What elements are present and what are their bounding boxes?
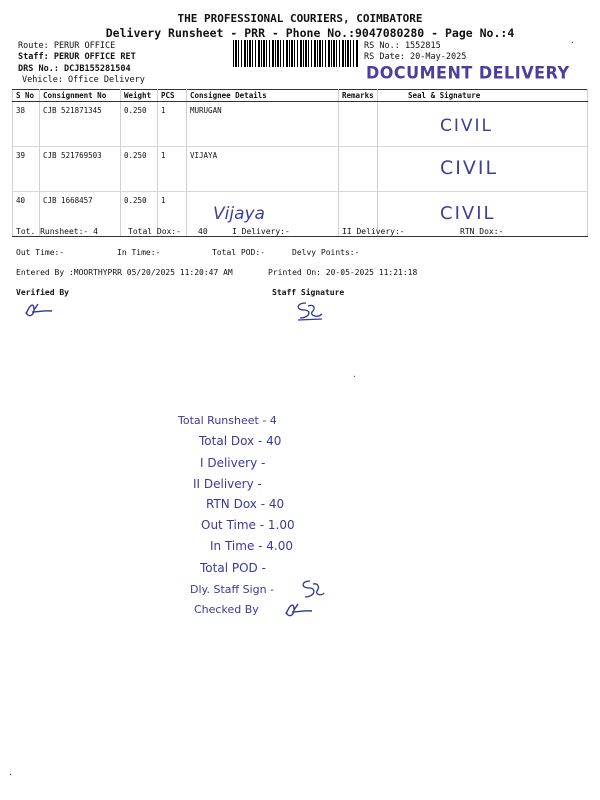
rs-number: RS No.: 1552815 [364, 41, 441, 51]
company-title: THE PROFESSIONAL COURIERS, COIMBATORE [177, 12, 423, 25]
speck: · [352, 372, 357, 381]
staff-signature: Staff Signature [272, 288, 345, 297]
col-remarks: Remarks [339, 90, 378, 102]
cell-pcs: 1 [158, 192, 187, 237]
route-label: Route: PERUR OFFICE [18, 41, 116, 51]
i-delivery: I Delivery:- [232, 227, 290, 236]
cell-consignee: VIJAYA [187, 147, 339, 192]
cell-sno: 39 [13, 147, 40, 192]
stamp-i-delivery: I Delivery - [200, 456, 266, 470]
cell-weight: 0.250 [121, 192, 158, 237]
delvy-points: Delvy Points:- [292, 248, 360, 257]
consignment-table [12, 89, 588, 237]
total-dox-value: 40 [198, 227, 208, 236]
col-consignment: Consignment No [40, 90, 121, 102]
in-time: In Time:- [117, 248, 161, 257]
drs-number: DRS No.: DCJB155281504 [18, 64, 131, 74]
ii-delivery: II Delivery:- [342, 227, 405, 236]
total-dox-label: Total Dox:- [128, 227, 181, 236]
cell-remarks [339, 102, 378, 147]
stamp-total-pod: Total POD - [200, 561, 266, 575]
col-pcs: PCS [158, 90, 187, 102]
seal-signature: CIVIL [440, 116, 493, 136]
cell-pcs: 1 [158, 102, 187, 147]
cell-sno: 40 [13, 192, 40, 237]
verified-by: Verified By [16, 288, 69, 297]
stamp-rtn-dox: RTN Dox - 40 [206, 497, 285, 511]
cell-seal [378, 147, 588, 192]
stamp-tot-runsheet: Total Runsheet - 4 [178, 414, 277, 427]
cell-consignee: MURUGAN [187, 102, 339, 147]
out-time: Out Time:- [16, 248, 65, 257]
stamp-checked-by: Checked By [194, 603, 259, 616]
table-row [13, 102, 588, 147]
table-row [13, 147, 588, 192]
verifier-signature [22, 300, 56, 320]
cell-pcs: 1 [158, 147, 187, 192]
cell-consignment: CJB 1668457 [40, 192, 121, 237]
staff-label: Staff: PERUR OFFICE RET [18, 52, 136, 62]
speck: · [570, 38, 575, 47]
col-consignee: Consignee Details [187, 90, 339, 102]
rtn-dox: RTN Dox:- [460, 227, 504, 236]
stamp-ii-delivery: II Delivery - [193, 477, 262, 491]
printed-on: Printed On: 20-05-2025 11:21:18 [268, 268, 418, 277]
table-header-row [13, 90, 588, 102]
handwritten-consignee: Vijaya [213, 204, 265, 224]
cell-weight: 0.250 [121, 147, 158, 192]
cell-consignment: CJB 521769503 [40, 147, 121, 192]
stamp-dly-staff-sign: Dly. Staff Sign - [190, 583, 275, 596]
speck: · [8, 770, 13, 779]
cell-weight: 0.250 [121, 102, 158, 147]
stamp-staff-signature [296, 578, 326, 602]
total-pod: Total POD:- [212, 248, 265, 257]
rs-date: RS Date: 20-May-2025 [364, 52, 467, 62]
stamp-checker-signature [282, 600, 316, 620]
vehicle-label: Vehicle: Office Delivery [22, 75, 145, 85]
barcode [233, 40, 358, 67]
col-weight: Weight [121, 90, 158, 102]
staff-signature-mark [292, 300, 326, 322]
stamp-out-time: Out Time - 1.00 [201, 518, 295, 532]
cell-seal [378, 102, 588, 147]
cell-remarks [339, 147, 378, 192]
cell-consignment: CJB 521871345 [40, 102, 121, 147]
entered-by: Entered By :MOORTHYPRR 05/20/2025 11:20:47 AM [16, 268, 233, 277]
col-seal: Seal & Signature [378, 90, 588, 102]
tot-runsheet: Tot. Runsheet:- 4 [16, 227, 98, 236]
seal-signature: CIVIL [440, 157, 499, 179]
seal-signature: CIVIL [440, 203, 496, 224]
col-sno: S No [13, 90, 40, 102]
document-delivery-stamp: DOCUMENT DELIVERY [366, 62, 570, 83]
runsheet-title: Delivery Runsheet - PRR - Phone No.:9047080280 - Page No.:4 [105, 26, 515, 40]
stamp-in-time: In Time - 4.00 [210, 539, 294, 553]
stamp-total-dox: Total Dox - 40 [199, 434, 282, 448]
cell-sno: 38 [13, 102, 40, 147]
